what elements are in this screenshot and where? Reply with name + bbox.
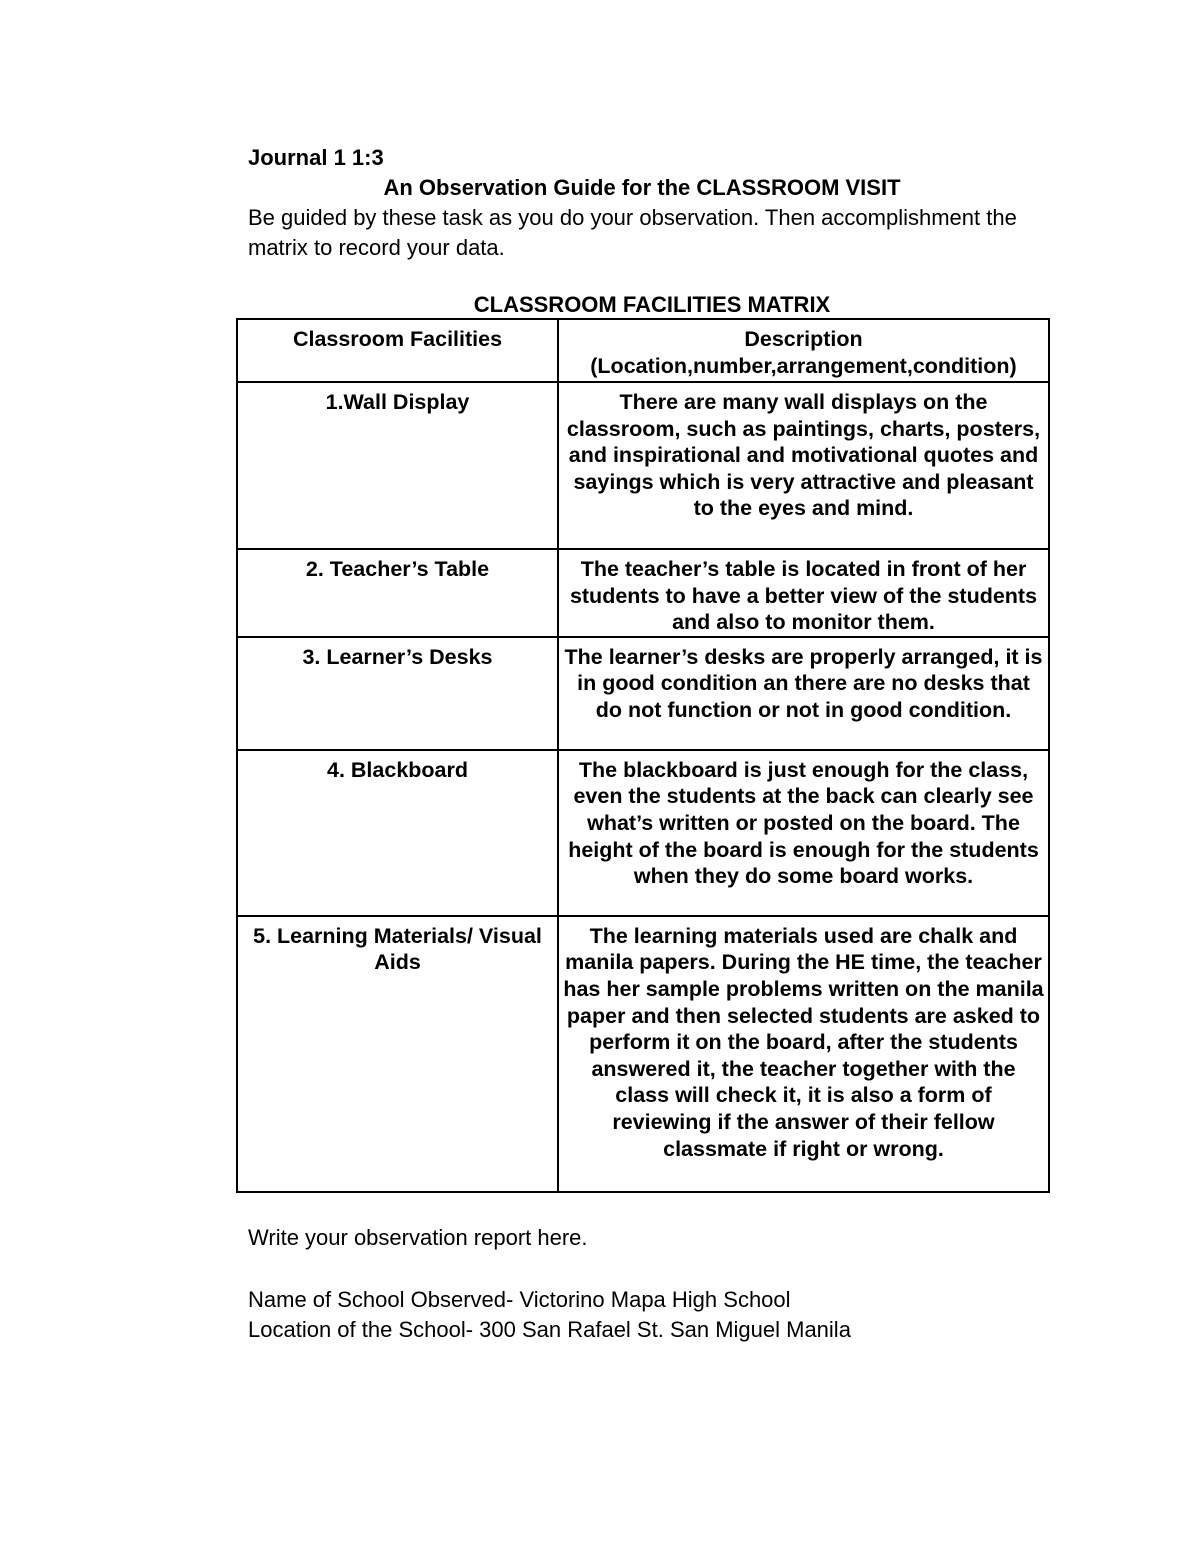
facilities-matrix-table [236, 318, 1050, 1193]
facility-cell: 2. Teacher’s Table [237, 549, 558, 637]
instructions-text: Be guided by these task as you do your observation. Then accomplishment the matrix to record your data. [248, 205, 1017, 260]
header-description-label: Description [744, 327, 863, 351]
description-cell: The learner’s desks are properly arranged, it is in good condition an there are no desks that do not function or not in good condition. [558, 637, 1049, 750]
description-cell: The blackboard is just enough for the class, even the students at the back can clearly see what’s written or posted on the board. The height of the board is enough for the students when they do some board works. [558, 750, 1049, 916]
table-row [237, 382, 1049, 549]
guide-title: An Observation Guide for the CLASSROOM VISIT [383, 175, 901, 200]
report-prompt: Write your observation report here. [248, 1225, 588, 1250]
description-cell: There are many wall displays on the classroom, such as paintings, charts, posters, and inspirational and motivational quotes and sayings which is very attractive and pleasant to the eyes and mind. [558, 382, 1049, 549]
table-header-row [237, 319, 1049, 382]
facility-cell: 1.Wall Display [237, 382, 558, 549]
header-classroom-facilities [237, 319, 558, 382]
header-description-sub: (Location,number,arrangement,condition) [590, 353, 1017, 378]
facility-cell: 3. Learner’s Desks [237, 637, 558, 750]
header-description [558, 319, 1049, 382]
school-name-line: Name of School Observed- Victorino Mapa High School [248, 1287, 791, 1312]
matrix-title: CLASSROOM FACILITIES MATRIX [473, 292, 831, 317]
facility-cell: 5. Learning Materials/ Visual Aids [237, 916, 558, 1192]
description-cell: The teacher’s table is located in front of her students to have a better view of the students and also to monitor them. [558, 549, 1049, 637]
description-cell: The learning materials used are chalk and manila papers. During the HE time, the teacher has her sample problems written on the manila paper and then selected students are asked to perform it on the board, after the students answered it, the teacher together with the class will check it, it is also a form of reviewing if the answer of their fellow classmate if right or wrong. [558, 916, 1049, 1192]
facility-cell: 4. Blackboard [237, 750, 558, 916]
table-row [237, 750, 1049, 916]
journal-title: Journal 1 1:3 [248, 145, 384, 170]
header-facilities-label: Classroom Facilities [292, 327, 503, 351]
table-row [237, 549, 1049, 637]
table-row [237, 637, 1049, 750]
school-location-line: Location of the School- 300 San Rafael St. San Miguel Manila [248, 1317, 851, 1342]
table-row [237, 916, 1049, 1192]
